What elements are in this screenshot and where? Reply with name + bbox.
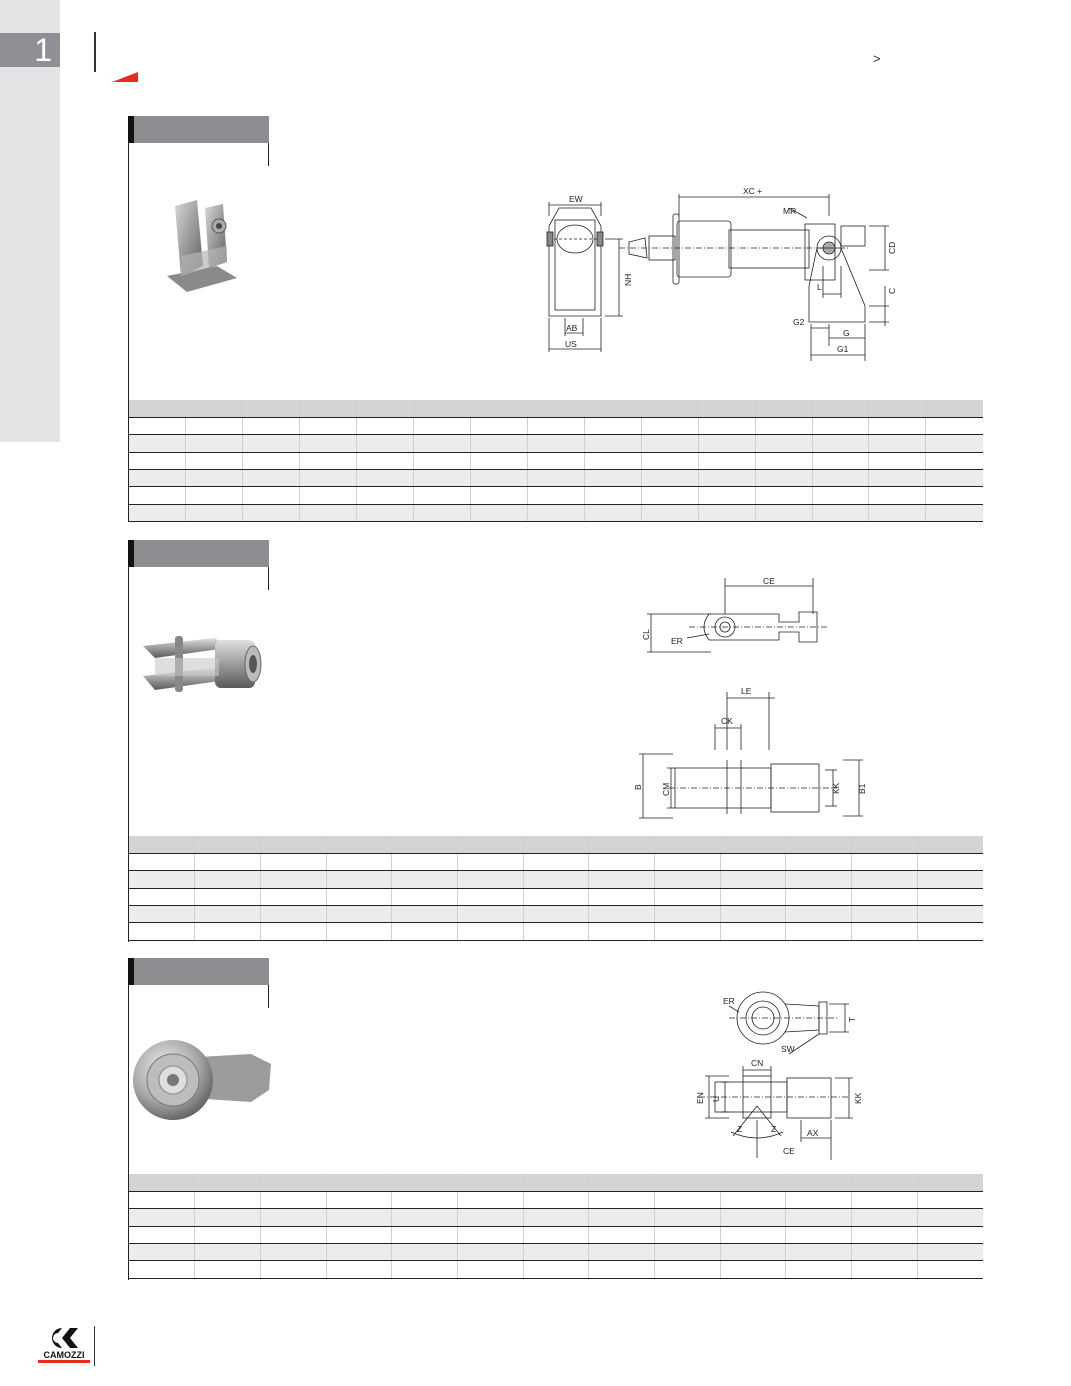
- dim-label: CM: [661, 782, 671, 796]
- table-row: [129, 1191, 983, 1208]
- section-title-bar: [129, 116, 269, 143]
- rod-eye-drawing: [669, 986, 869, 1166]
- section-header: [129, 116, 269, 166]
- table-row: [129, 435, 983, 452]
- dim-label: ER: [671, 636, 683, 646]
- dim-label: C: [887, 287, 897, 294]
- dim-label: NH: [623, 273, 633, 286]
- dim-label: AB: [566, 323, 578, 333]
- dim-label: G2: [793, 317, 805, 327]
- table-header-row: [129, 400, 983, 417]
- brand-name: CAMOZZI: [43, 1350, 85, 1360]
- table-row: [129, 504, 983, 521]
- dim-label: B1: [857, 783, 867, 794]
- section-rod-eye: [128, 958, 982, 1280]
- dim-label: SW: [781, 1044, 795, 1054]
- clevis-dimensions-table: [129, 836, 983, 941]
- dim-label: CL: [641, 629, 651, 640]
- section-rear-bracket: [128, 116, 982, 522]
- dim-label: LE: [741, 686, 752, 696]
- bracket-drawing: [529, 186, 979, 361]
- bracket-photo: [157, 196, 247, 296]
- dim-label: KK: [853, 1092, 863, 1104]
- table-row: [129, 1226, 983, 1243]
- dim-label: XC +: [743, 186, 763, 196]
- dim-label: MR: [783, 206, 797, 216]
- dim-label: L: [817, 282, 822, 292]
- section-header: [129, 540, 269, 590]
- table-header-row: [129, 1174, 983, 1191]
- dim-label: CE: [763, 576, 775, 586]
- dim-label: CK: [721, 716, 733, 726]
- clevis-photo: [135, 628, 275, 708]
- rod-eye-dimensions-table: [129, 1174, 983, 1279]
- next-page-arrow[interactable]: >: [873, 51, 881, 66]
- dim-label: G: [843, 328, 850, 338]
- dim-label: Z: [737, 1124, 743, 1134]
- table-row: [129, 871, 983, 888]
- dim-label: AX: [807, 1128, 819, 1138]
- chapter-tab[interactable]: [0, 33, 60, 67]
- dim-label: US: [565, 339, 577, 349]
- table-row: [129, 923, 983, 940]
- section-title-bar: [129, 958, 269, 985]
- section-title-bar: [129, 540, 269, 567]
- table-row: [129, 417, 983, 434]
- table-row: [129, 452, 983, 469]
- dim-label: G1: [837, 344, 849, 354]
- table-header-row: [129, 836, 983, 853]
- table-row: [129, 1261, 983, 1278]
- table-row: [129, 1209, 983, 1226]
- dim-label: CD: [887, 241, 897, 254]
- dim-label: EW: [569, 194, 583, 204]
- table-row: [129, 888, 983, 905]
- rod-eye-photo: [131, 1028, 273, 1128]
- footer-divider: [94, 1326, 95, 1366]
- dim-label: Z: [771, 1124, 777, 1134]
- dim-label: U: [711, 1095, 721, 1102]
- rod-eye-side-view: [699, 1066, 853, 1160]
- dim-label: B: [633, 784, 643, 790]
- table-row: [129, 470, 983, 487]
- bracket-front-view: [547, 202, 623, 352]
- clevis-drawing: [629, 574, 869, 824]
- dim-label: CN: [751, 1058, 764, 1068]
- section-rod-clevis: [128, 540, 982, 942]
- dim-label: CE: [783, 1146, 795, 1156]
- header-divider: [94, 32, 96, 72]
- section-header: [129, 958, 269, 1008]
- dim-label: ER: [723, 996, 735, 1006]
- table-row: [129, 906, 983, 923]
- table-row: [129, 853, 983, 870]
- dim-label: T: [847, 1016, 857, 1022]
- bracket-dimensions-table: [129, 400, 983, 522]
- red-accent-wedge: [112, 72, 138, 82]
- dim-label: EN: [695, 1092, 705, 1104]
- dim-label: KK: [831, 782, 841, 794]
- table-row: [129, 1244, 983, 1261]
- chapter-number: 1: [34, 32, 52, 68]
- clevis-side-view: [639, 692, 863, 818]
- table-row: [129, 487, 983, 504]
